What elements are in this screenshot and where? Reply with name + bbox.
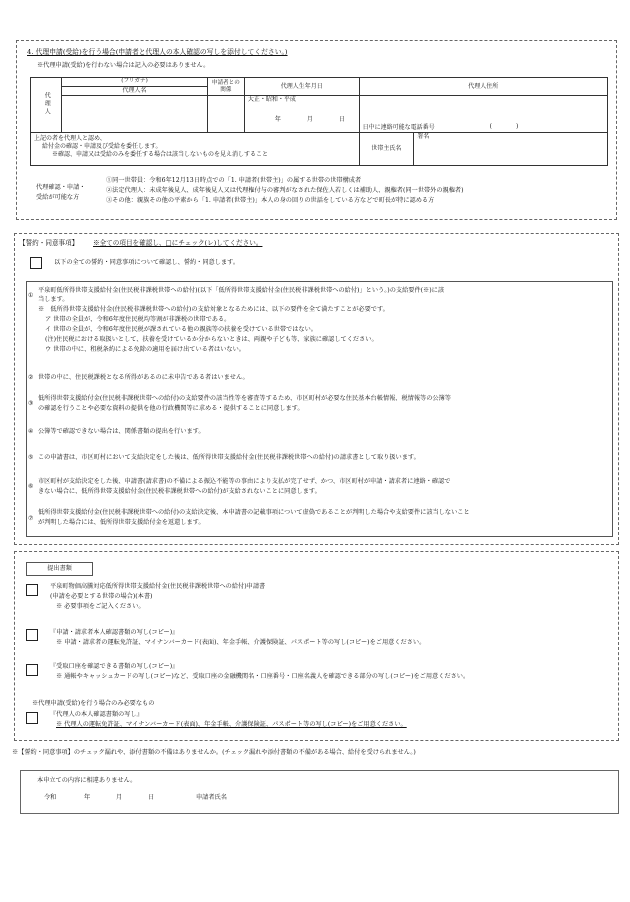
head-name-label: 世帯主氏名 xyxy=(359,133,414,166)
doc-1-checkbox[interactable] xyxy=(26,584,38,596)
agree-all-label: 以下の全ての誓約・同意事項について確認し、誓約・同意します。 xyxy=(54,259,240,266)
footer-month-label: 月 xyxy=(116,794,123,801)
proxy-heading: 4. 代理申請(受給)を行う場合(申請者と代理人の本人確認の写しを添付してください。) xyxy=(27,48,288,56)
cond-3: ③その他：親族その他の平素から「1. 申請者(世帯主)」本人の身の回りの世話をしている方などで町長が特に認める方 xyxy=(106,197,435,204)
proxy-table xyxy=(30,77,608,166)
address-header: 代理人住所 xyxy=(359,78,607,96)
doc-1-b: (申請を必要とする世帯の場合)(本書) xyxy=(50,593,153,600)
signature-label: 署名 xyxy=(417,133,430,141)
furigana-header: (フリガナ) xyxy=(62,78,208,87)
pledge-1-d: ア 世帯の全員が、令和6年度住民税均等割が非課税の世帯である。 xyxy=(45,316,231,323)
consent-line-1: 上記の者を代理人と認め、 xyxy=(34,135,106,143)
pledge-num-2: ② xyxy=(28,374,34,381)
footer-notice: ※【誓約・同意事項】のチェック漏れや、添付書類の不備はありませんか。(チェック漏れや添付書類の不備がある場合、給付を受けられません。) xyxy=(12,749,416,756)
doc-3-a: 『受取口座を確認できる書類の写し(コピー)』 xyxy=(50,663,179,670)
address-field[interactable] xyxy=(359,96,607,133)
pledge-7-a: 低所得世帯支援給付金(住民税非課税世帯への給付)の支給決定後、本申請書の記載事項について虚偽であることが判明した場合や支給要件に該当しないこと xyxy=(38,509,470,516)
pledge-1-g: ウ 世帯の中に、租税条約による免除の適用を届け出ている者はいない。 xyxy=(45,346,245,353)
pledge-num-5: ⑤ xyxy=(28,454,34,461)
pledge-6-a: 市区町村が支給決定をした後、申請書(請求書)の不備による振込不能等の事由により支払が完了せず、かつ、市区町村が申請・請求者に連絡・確認で xyxy=(38,478,451,485)
pledge-5: この申請書は、市区町村において支給決定をした後は、低所得世帯支援給付金(住民税非課税世帯への給付)の請求書として取り扱います。 xyxy=(38,454,420,461)
day-label: 日 xyxy=(338,116,345,124)
agent-name-field[interactable] xyxy=(62,96,208,133)
phone-paren: ( ) xyxy=(489,123,519,130)
agent-label: 代理人 xyxy=(43,91,51,116)
cond-1: ①同一世帯員：令和6年12月13日時点での「1. 申請者(世帯主)」の属する世帯の世帯構成者 xyxy=(106,177,362,184)
year-label: 年 xyxy=(274,116,281,124)
applicant-name-label: 申請者氏名 xyxy=(196,794,227,801)
name-header: 代理人名 xyxy=(62,87,208,96)
doc-2-checkbox[interactable] xyxy=(26,629,38,641)
agree-all-checkbox[interactable] xyxy=(30,257,42,269)
consent-line-3: ※確認、申請又は受給のみを委任する場合は該当しないものを見え消しすること xyxy=(52,151,269,159)
footer-day-label: 日 xyxy=(148,794,155,801)
agent-label-cell xyxy=(31,78,62,133)
cond-label-1: 代理確認・申請・ xyxy=(36,184,86,191)
doc-1-a: 平泉町物価高騰対応低所得世帯支援給付金(住民税非課税世帯への給付)申請書 xyxy=(50,583,266,590)
signature-field[interactable] xyxy=(414,133,608,166)
consent-line-2: 給付金の確認・申請及び受給を委任します。 xyxy=(42,143,162,151)
doc-2-b: ※ 申請・請求者の運転免許証、マイナンバーカード(表面)、年金手帳、介護保険証、パスポート等の写し(コピー)をご用意ください。 xyxy=(56,639,426,646)
birth-header: 代理人生年月日 xyxy=(244,78,359,96)
pledge-6-b: きない場合に、低所得世帯支援給付金(住民税非課税世帯への給付)が支給されないことに同意します。 xyxy=(38,488,321,495)
doc-4-a: 『代理人の本人確認書類の写し』 xyxy=(50,711,143,718)
pledge-3-b: の確認を行うことや必要な資料の提供を他の行政機関等に求める・提供することに同意します。 xyxy=(38,405,304,412)
doc-2-a: 『申請・請求者本人確認書類の写し(コピー)』 xyxy=(50,629,179,636)
pledge-heading-note: ※全ての項目を確認し、□にチェック(レ)してください。 xyxy=(93,239,263,247)
pledge-4: 公簿等で確認できない場合は、関係書類の提出を行います。 xyxy=(38,428,205,435)
pledge-num-1: ① xyxy=(28,292,34,299)
pledge-2: 世帯の中に、住民税課税となる所得があるのに未申告である者はいません。 xyxy=(38,374,249,381)
phone-label: 日中に連絡可能な電話番号 xyxy=(362,124,435,131)
proxy-note: ※代理申請(受給)を行わない場合は記入の必要はありません。 xyxy=(37,62,210,69)
pledge-3-a: 低所得世帯支援給付金(住民税非課税世帯への給付)の支給要件の該当性等を審査等するため、市区町村が必要な住民基本台帳情報、税情報等の公簿等 xyxy=(38,395,451,402)
doc-4-b: ※ 代理人の運転免許証、マイナンバーカード(表面)、年金手帳、介護保険証、パスポート等の写し(コピー)をご用意ください。 xyxy=(56,721,407,728)
pledge-1-a: 平泉町低所得世帯支援給付金(住民税非課税世帯への給付)(以下「低所得世帯支援給付金(住民税非課税世帯への給付)」という。)の支給要件(※)に該 xyxy=(38,287,445,294)
relation-field[interactable] xyxy=(207,96,244,133)
pledge-num-4: ④ xyxy=(28,428,34,435)
pledge-7-b: が判明した場合には、低所得世帯支援給付金を返還します。 xyxy=(38,519,205,526)
consent-cell xyxy=(31,133,360,166)
declaration-text: 本申立ての内容に相違ありません。 xyxy=(37,777,137,784)
relation-header: 申請者との関係 xyxy=(207,78,244,96)
birthdate-field[interactable] xyxy=(244,96,359,133)
pledge-1-e: イ 世帯の全員が、令和6年度住民税が課されている他の親族等の扶養を受けている世帯ではない。 xyxy=(45,326,317,333)
pledge-1-f: (注)住民税における取扱いとして、扶養を受けているか分からないときは、両親や子ども等、家族に確認してください。 xyxy=(45,336,378,343)
doc-3-checkbox[interactable] xyxy=(26,664,38,676)
pledge-heading: 【誓約・同意事項】 xyxy=(19,239,79,247)
era-options: 大正・昭和・平成 xyxy=(247,96,296,104)
cond-2: ②法定代理人：未成年後見人、成年後見人又は代理権付与の審判がなされた保佐人若しくは補助人、親権者(同一世帯外の親権者) xyxy=(106,187,464,194)
pledge-1-b: 当します。 xyxy=(38,296,69,303)
doc-1-c: ※ 必要事項をご記入ください。 xyxy=(56,603,145,610)
pledge-num-7: ⑦ xyxy=(28,515,34,522)
pledge-num-6: ⑥ xyxy=(28,483,34,490)
doc-4-checkbox[interactable] xyxy=(26,712,38,724)
footer-year-label: 年 xyxy=(84,794,91,801)
month-label: 月 xyxy=(306,116,313,124)
doc-3-b: ※ 通帳やキャッシュカードの写し(コピー)など、受取口座の金融機関名・口座番号・口座名義人を確認できる部分の写し(コピー)をご用意ください。 xyxy=(56,673,470,680)
reiwa-label: 令和 xyxy=(44,794,57,801)
doc-4-note: ※代理申請(受給)を行う場合のみ必要なもの xyxy=(32,700,155,707)
pledge-1-c: ※ 低所得世帯支援給付金(住民税非課税世帯への給付)の支給対象となるためには、以下の要件を全て満たすことが必要です。 xyxy=(38,306,389,313)
pledge-num-3: ③ xyxy=(28,400,34,407)
docs-title: 提出書類 xyxy=(26,562,93,576)
cond-label-2: 受給が可能な方 xyxy=(36,194,80,201)
